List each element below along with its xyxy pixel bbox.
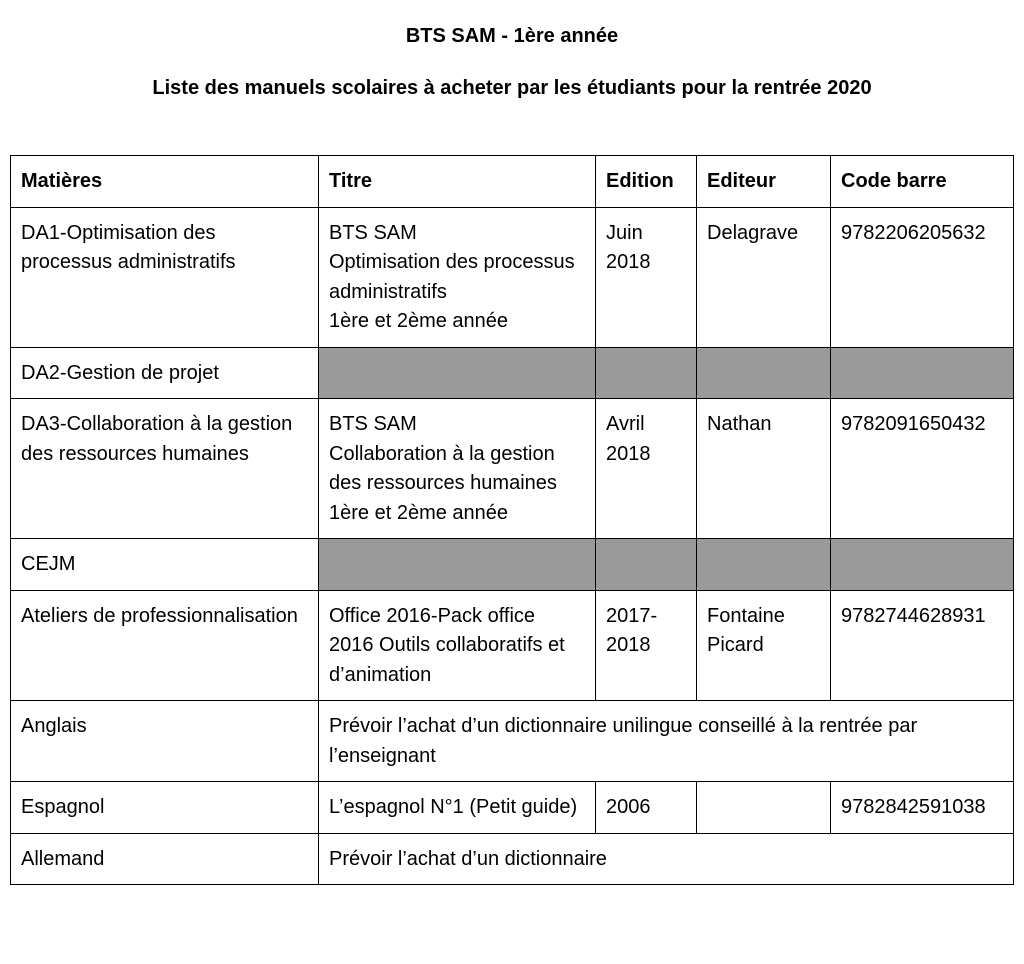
cell-titre: BTS SAM Collaboration à la gestion des ressources humaines 1ère et 2ème année [319,399,596,539]
cell-matiere: DA2-Gestion de projet [11,347,319,399]
cell-edition: Juin 2018 [596,207,697,347]
cell-code-barre: 9782744628931 [831,590,1014,701]
table-row [11,347,1014,399]
cell-note: Prévoir l’achat d’un dictionnaire [319,833,1014,885]
header-edition: Edition [596,156,697,208]
cell-matiere: CEJM [11,539,319,591]
cell-matiere: Espagnol [11,782,319,834]
table-row [11,590,1014,701]
document-title: BTS SAM - 1ère année [405,25,619,47]
cell-edition: Avril 2018 [596,399,697,539]
cell-empty-shaded [319,347,596,399]
header-titre: Titre [319,156,596,208]
header-editeur: Editeur [697,156,831,208]
cell-titre: BTS SAM Optimisation des processus administratifs 1ère et 2ème année [319,207,596,347]
cell-note: Prévoir l’achat d’un dictionnaire unilingue conseillé à la rentrée par l’enseignant [319,701,1014,782]
cell-matiere: Anglais [11,701,319,782]
table-row [11,207,1014,347]
table-row [11,701,1014,782]
cell-matiere: Ateliers de professionnalisation [11,590,319,701]
cell-editeur: Delagrave [697,207,831,347]
document-subtitle: Liste des manuels scolaires à acheter par les étudiants pour la rentrée 2020 [152,77,872,99]
cell-empty-shaded [319,539,596,591]
cell-empty-shaded [596,539,697,591]
cell-empty-shaded [596,347,697,399]
table-header-row [11,156,1014,208]
cell-code-barre: 9782206205632 [831,207,1014,347]
cell-matiere: DA3-Collaboration à la gestion des ressources humaines [11,399,319,539]
table-row [11,399,1014,539]
cell-empty-shaded [697,347,831,399]
cell-editeur: Nathan [697,399,831,539]
header-code-barre: Code barre [831,156,1014,208]
cell-titre: L’espagnol N°1 (Petit guide) [319,782,596,834]
cell-editeur [697,782,831,834]
cell-edition: 2006 [596,782,697,834]
cell-code-barre: 9782842591038 [831,782,1014,834]
cell-matiere: Allemand [11,833,319,885]
textbook-table [10,155,1014,885]
cell-empty-shaded [697,539,831,591]
cell-empty-shaded [831,347,1014,399]
table-row [11,539,1014,591]
header-matieres: Matières [11,156,319,208]
cell-empty-shaded [831,539,1014,591]
table-row [11,782,1014,834]
cell-edition: 2017- 2018 [596,590,697,701]
cell-titre: Office 2016-Pack office 2016 Outils collaboratifs et d’animation [319,590,596,701]
cell-matiere: DA1-Optimisation des processus administratifs [11,207,319,347]
cell-editeur: Fontaine Picard [697,590,831,701]
cell-code-barre: 9782091650432 [831,399,1014,539]
table-row [11,833,1014,885]
